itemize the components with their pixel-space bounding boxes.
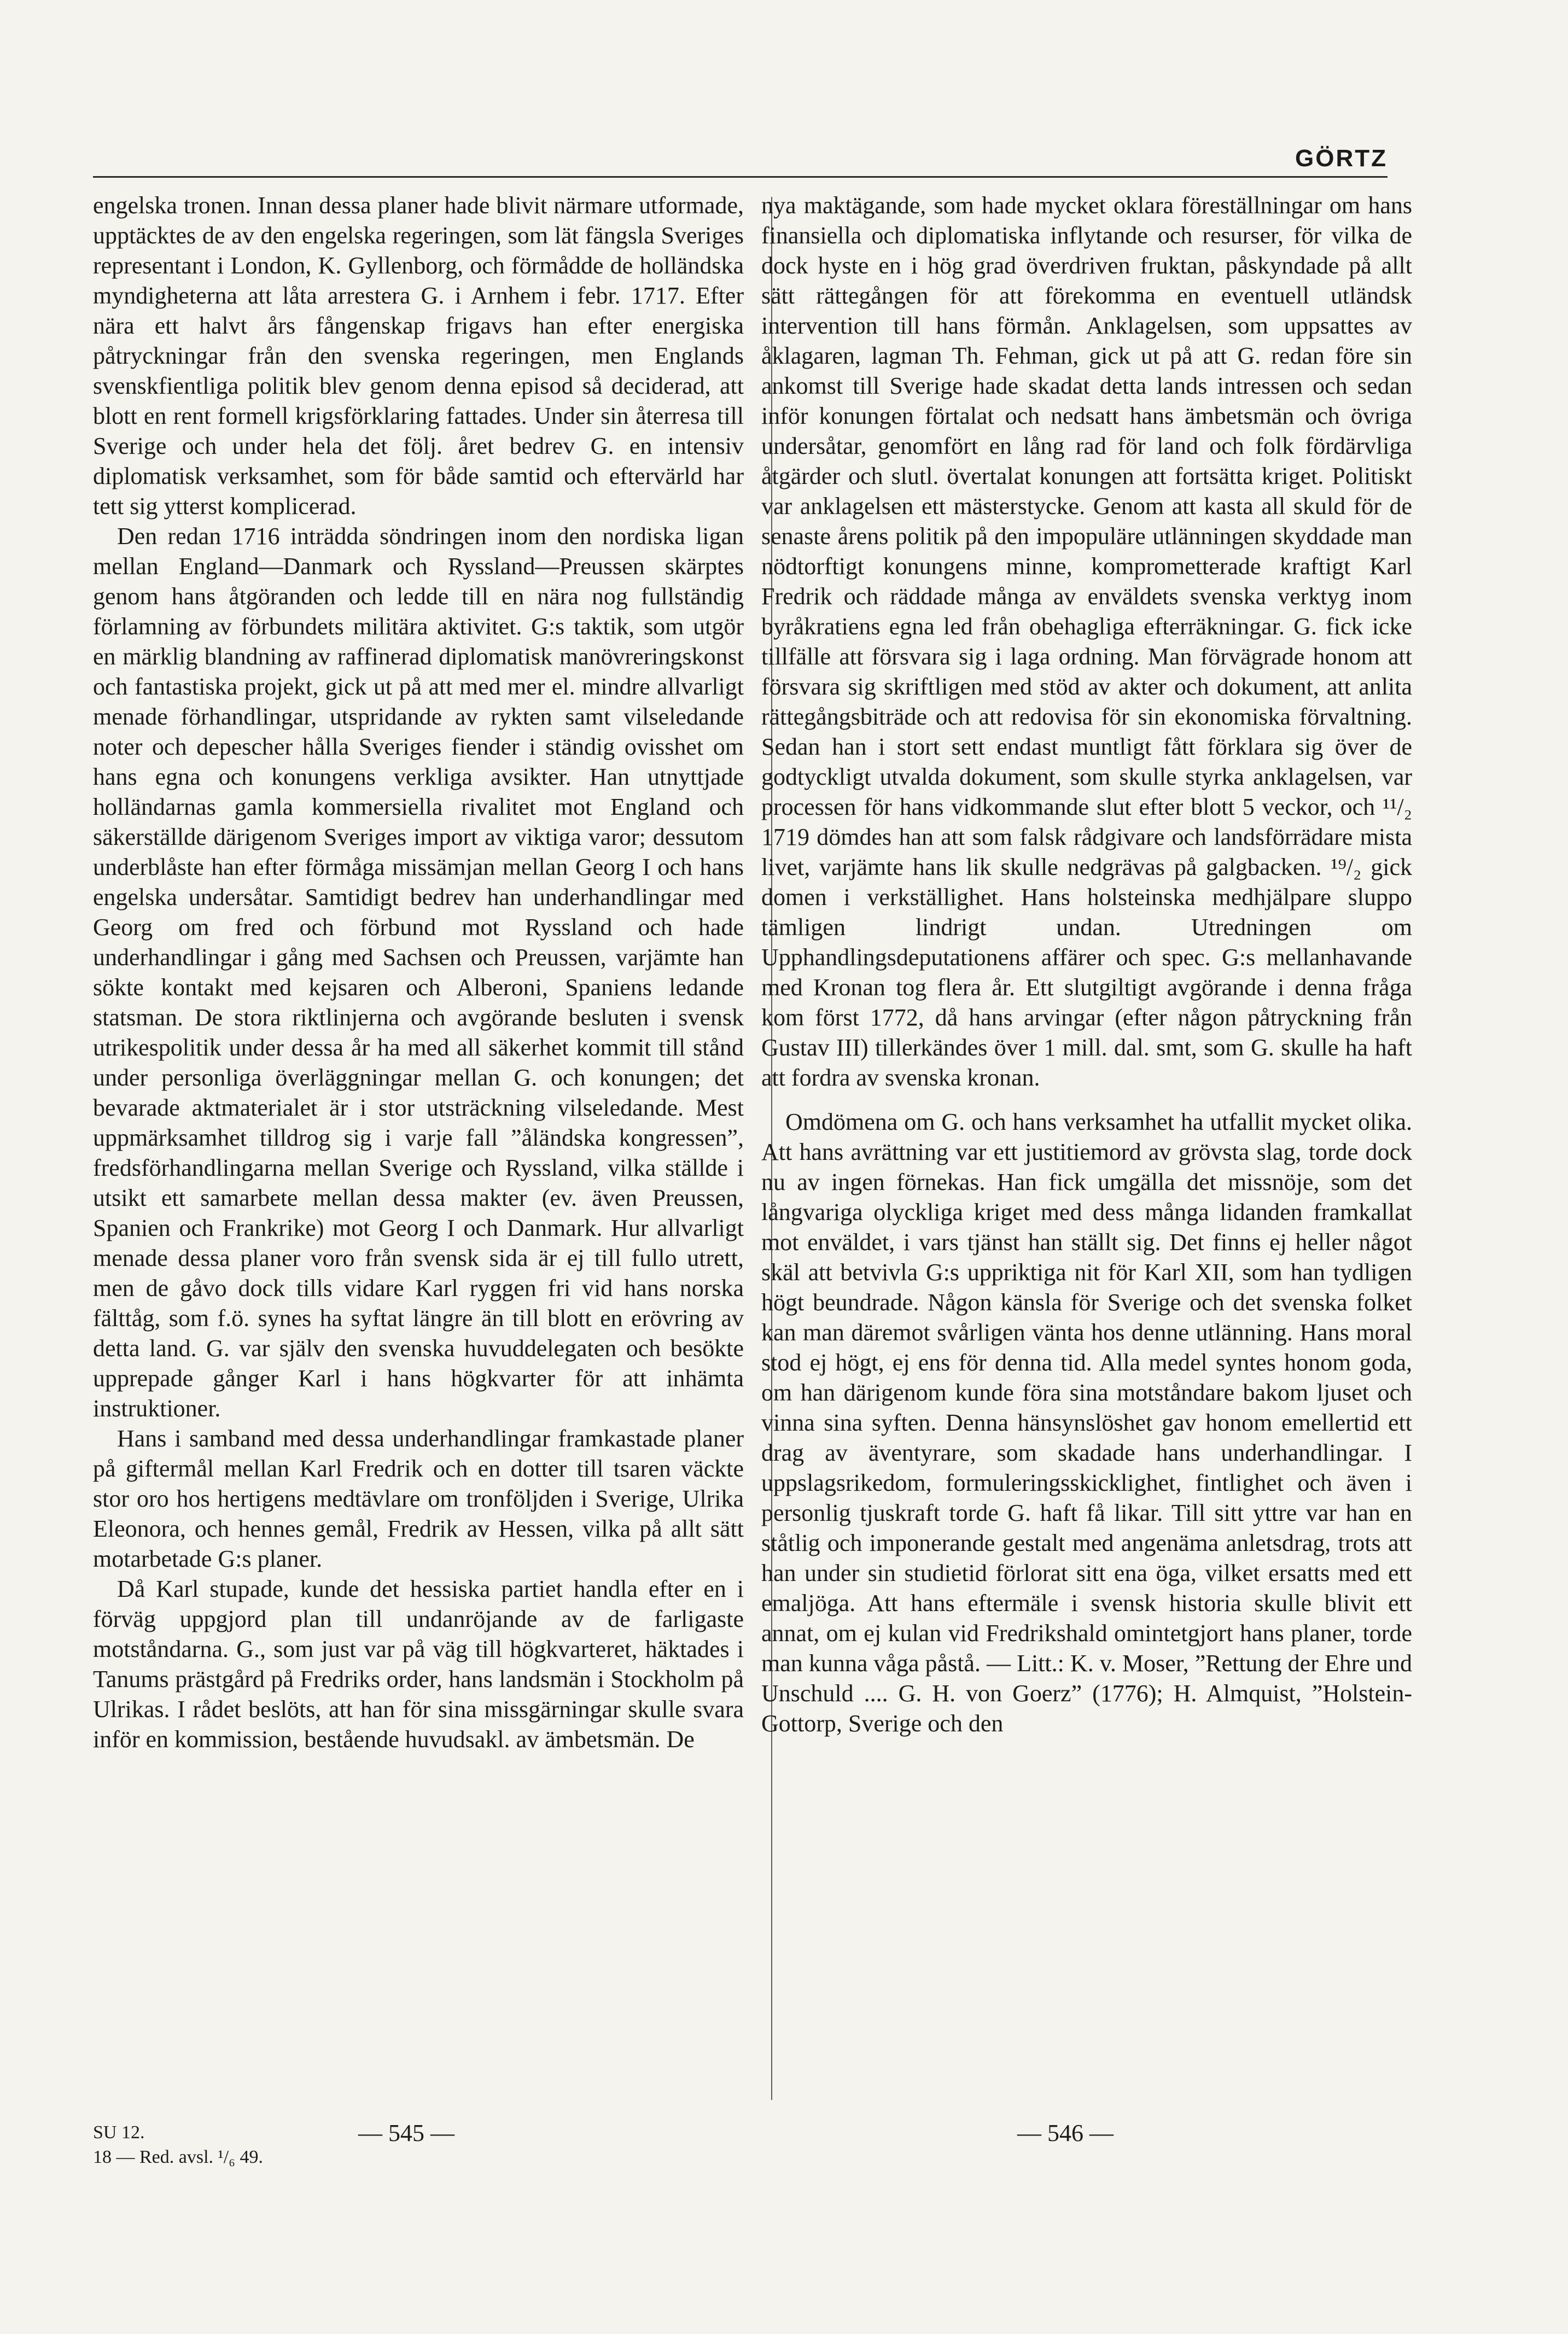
signature-mark: SU 12. <box>93 2122 145 2143</box>
left-paragraph-2: Den redan 1716 inträdda söndringen inom den nordiska ligan mellan England—Danmark och Ryssland—Preussen skärptes genom hans åtgöranden och ledde till en nära nog fullständig förlamning av förbundets militära aktivitet. G:s taktik, som utgör en märklig blandning av raffinerad diplomatisk manövreringskonst och fantastiska projekt, gick ut på att med mer el. mindre allvarligt menade förhandlingar, utspridande av rykten samt vilseledande noter och depescher hålla Sveriges fiender i ständig ovisshet om hans egna och konungens verkliga avsikter. Han utnyttjade holländarnas gamla kommersiella rivalitet mot England och säkerställde därigenom Sveriges import av viktiga varor; dessutom underblåste han efter förmåga missämjan mellan Georg I och hans engelska undersåtar. Samtidigt bedrev han underhandlingar med Georg om fred och förbund mot Ryssland och hade underhandlingar i gång med Sachsen och Preussen, varjämte han sökte kontakt med kejsaren och Alberoni, Spaniens ledande statsman. De stora riktlinjerna och avgörande besluten i svensk utrikespolitik under dessa år ha med all säkerhet kommit till stånd under personliga överläggningar mellan G. och konungen; det bevarade aktmaterialet är i stor utsträckning vilseledande. Mest uppmärksamhet tilldrog sig i varje fall ”åländska kongressen”, fredsförhandlingarna mellan Sverige och Ryssland, vilka ställde i utsikt ett samarbete mellan dessa makter (ev. även Preussen, Spanien och Frankrike) mot Georg I och Danmark. Hur allvarligt menade dessa planer voro från svensk sida är ej till fullo utrett, men de gåvo dock tills vidare Karl ryggen fri vid hans norska fälttåg, som f.ö. synes ha syftat längre än till blott en erövring av detta land. G. var själv den svenska huvuddelegaten och besökte upprepade gånger Karl i hans högkvarter för att inhämta instruktioner. <box>93 523 744 1422</box>
running-title: GÖRTZ <box>1295 145 1388 172</box>
page-number-left: — 545 — <box>358 2120 454 2146</box>
left-paragraph-1: engelska tronen. Innan dessa planer hade blivit närmare utformade, upptäcktes de av den engelska regeringen, som lät fängsla Sveriges representant i London, K. Gyllenborg, och förmådde de holländska myndigheterna att låta arrestera G. i Arnhem i febr. 1717. Efter nära ett halvt års fångenskap frigavs han efter energiska påtryckningar från den svenska regeringen, men Englands svenskfientliga politik blev genom denna episod så deciderad, att blott en rent formell krigsförklaring fattades. Under sin återresa till Sverige och under hela det följ. året bedrev G. en intensiv diplomatisk verksamhet, som för både samtid och eftervärld har tett sig ytterst komplicerad. <box>93 192 744 520</box>
left-paragraph-4: Då Karl stupade, kunde det hessiska partiet handla efter en i förväg uppgjord plan till undanröjande av de farligaste motståndarna. G., som just var på väg till högkvarteret, häktades i Tanums prästgård på Fredriks order, hans landsmän i Stockholm på Ulrikas. I rådet beslöts, att han för sina missgärningar skulle svara inför en kommission, bestående huvudsakl. av ämbetsmän. De <box>93 1576 744 1753</box>
right-column <box>761 190 1412 1738</box>
page-number-right: — 546 — <box>1017 2120 1114 2146</box>
right-paragraph-1: nya maktägande, som hade mycket oklara föreställningar om hans finansiella och diplomatiska inflytande och resurser, för vilka de dock hyste en i hög grad överdriven fruktan, påskyndade på allt sätt rättegången för att förekomma en eventuell utländsk intervention till hans förmån. Anklagelsen, som uppsattes av åklagaren, lagman Th. Fehman, gick ut på att G. redan före sin ankomst till Sverige hade skadat detta lands intressen och sedan inför konungen förtalat och nedsatt hans ämbetsmän och övriga undersåtar, genomfört en lång rad för land och folk fördärvliga åtgärder och slutl. övertalat konungen att fortsätta kriget. Politiskt var anklagelsen ett mästerstycke. Genom att kasta all skuld för de senaste årens politik på den impopuläre utlänningen skyddade man nödtorftigt konungens minne, komprometterade kraftigt Karl Fredrik och räddade många av enväldets svenska verktyg inom byråkratiens egna led från obehagliga efterräkningar. G. fick icke tillfälle att försvara sig i laga ordning. Man förvägrade honom att försvara sig skriftligen med stöd av akter och dokument, att anlita rättegångsbiträde och att redovisa för sin ekonomiska förvaltning. Sedan han i stort sett endast muntligt fått förklara sig över de godtyckligt utvalda dokument, som skulle styrka anklagelsen, var processen för hans vidkommande slut efter blott 5 veckor, och ¹¹/₂ 1719 dömdes han att som falsk rådgivare och landsförrädare mista livet, varjämte hans lik skulle nedgrävas på galgbacken. ¹⁹/₂ gick domen i verkställighet. Hans holsteinska medhjälpare sluppo tämligen lindrigt undan. Utredningen om Upphandlingsdeputationens affärer och spec. G:s mellanhavande med Kronan tog flera år. Ett slutgiltigt avgörande i denna fråga kom först 1772, då hans arvingar (efter någon påtryckning från Gustav III) tillerkändes över 1 mill. dal. smt, som G. skulle ha haft att fordra av svenska kronan. <box>761 192 1412 1091</box>
left-paragraph-3: Hans i samband med dessa underhandlingar framkastade planer på giftermål mellan Karl Fredrik och en dotter till tsaren väckte stor oro hos hertigens medtävlare om tronföljden i Sverige, Ulrika Eleonora, och hennes gemål, Fredrik av Hessen, vilka på allt sätt motarbetade G:s planer. <box>93 1425 744 1572</box>
left-column <box>93 190 744 1754</box>
right-paragraph-2: Omdömena om G. och hans verksamhet ha utfallit mycket olika. Att hans avrättning var ett justitiemord av grövsta slag, torde dock nu av ingen förnekas. Han fick umgälla det missnöje, som det långvariga olyckliga kriget med dess många lidanden framkallat mot enväldet, i vars tjänst han ställt sig. Det finns ej heller något skäl att betvivla G:s uppriktiga nit för Karl XII, som han tydligen högt beundrade. Någon känsla för Sverige och det svenska folket kan man däremot svårligen vänta hos denne utlänning. Hans moral stod ej högt, ej ens för denna tid. Alla medel syntes honom goda, om han därigenom kunde föra sina motståndare bakom ljuset och vinna sina syften. Denna hänsynslöshet gav honom emellertid ett drag av äventyrare, som skadade hans underhandlingar. I uppslagsrikedom, formuleringsskicklighet, fintlighet och även i personlig tjuskraft torde G. haft få likar. Till sitt yttre var han en ståtlig och imponerande gestalt med angenäma anletsdrag, trots att han under sin studietid förlorat sitt ena öga, vilket ersatts med ett emaljöga. Att hans eftermäle i svensk historia skulle blivit ett annat, om ej kulan vid Fredrikshald omintetgjort hans planer, torde man kunna våga påstå. — Litt.: K. v. Moser, ”Rettung der Ehre und Unschuld .... G. H. von Goerz” (1776); H. Almquist, ”Holstein-Gottorp, Sverige och den <box>761 1108 1412 1737</box>
print-note: 18 — Red. avsl. ¹/₆ 49. <box>93 2147 264 2167</box>
header-rule <box>93 176 1388 178</box>
